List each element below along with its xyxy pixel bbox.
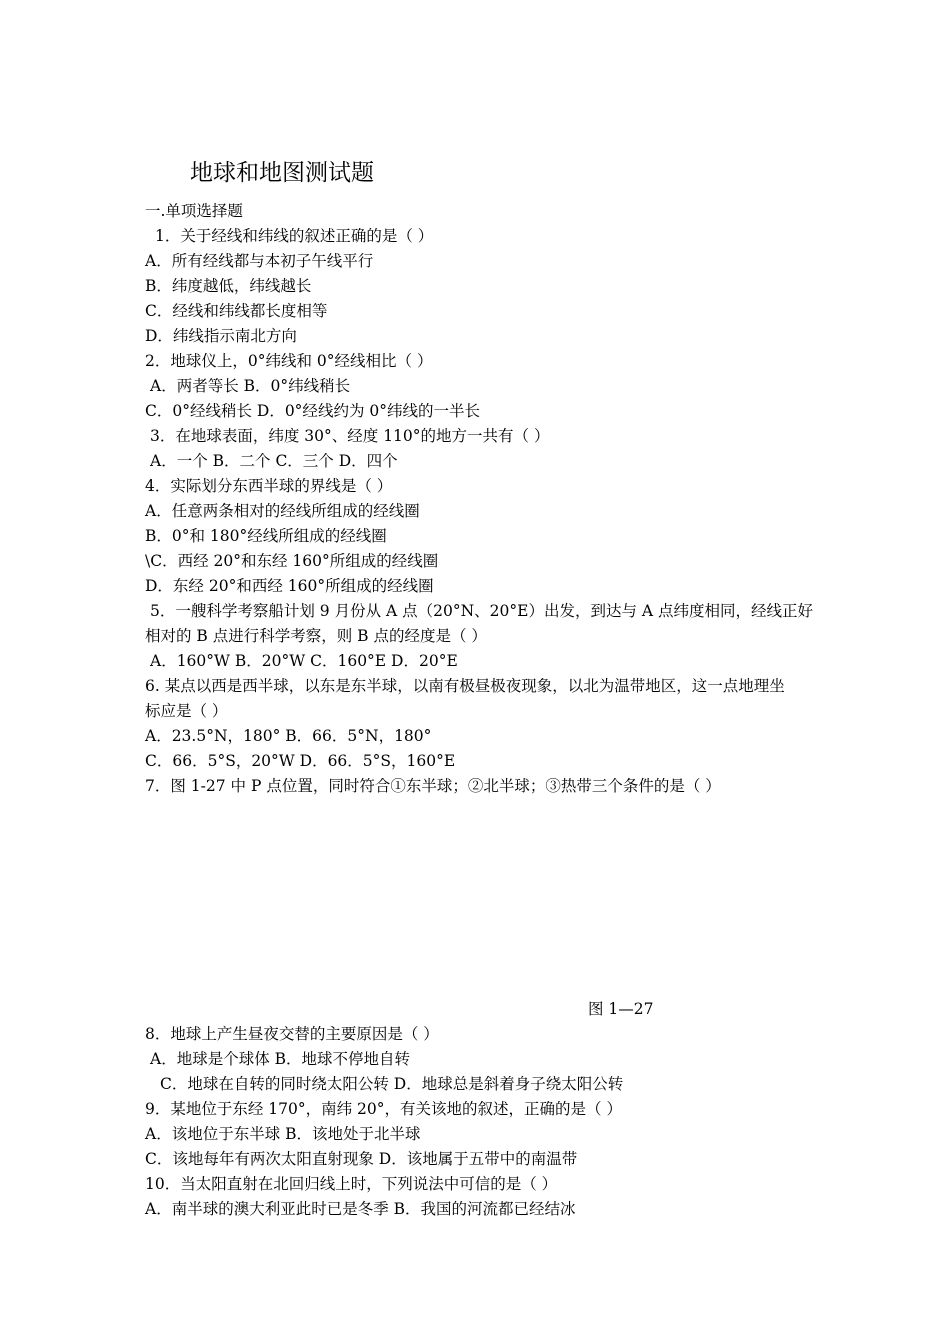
- q1-option-a: A．所有经线都与本初子午线平行: [145, 252, 374, 270]
- q4-option-b: B．0°和 180°经线所组成的经线圈: [145, 527, 387, 545]
- q9-options-cd: C．该地每年有两次太阳直射现象 D．该地属于五带中的南温带: [145, 1150, 578, 1168]
- q1-option-d: D．纬线指示南北方向: [145, 327, 297, 345]
- question-3: 3．在地球表面，纬度 30°、经度 110°的地方一共有（ ）: [150, 427, 550, 445]
- question-5-line-1: 5．一艘科学考察船计划 9 月份从 A 点（20°N、20°E）出发，到达与 A 点纬度相同，经线正好: [150, 602, 813, 620]
- question-5-line-2: 相对的 B 点进行科学考察，则 B 点的经度是（ ）: [145, 627, 487, 645]
- question-10: 10．当太阳直射在北回归线上时，下列说法中可信的是（ ）: [145, 1175, 558, 1193]
- q6-options-cd: C．66．5°S，20°W D．66．5°S，160°E: [145, 752, 456, 770]
- q4-option-c: \C．西经 20°和东经 160°所组成的经线圈: [145, 552, 439, 570]
- q9-options-ab: A．该地位于东半球 B．该地处于北半球: [145, 1125, 421, 1143]
- q4-option-d: D．东经 20°和西经 160°所组成的经线圈: [145, 577, 434, 595]
- q8-options-cd: C．地球在自转的同时绕太阳公转 D．地球总是斜着身子绕太阳公转: [160, 1075, 624, 1093]
- q1-option-c: C．经线和纬线都长度相等: [145, 302, 328, 320]
- q10-options-ab: A．南半球的澳大利亚此时已是冬季 B．我国的河流都已经结冰: [145, 1200, 576, 1218]
- q8-options-ab: A．地球是个球体 B．地球不停地自转: [150, 1050, 411, 1068]
- question-1: 1．关于经线和纬线的叙述正确的是（ ）: [155, 227, 434, 245]
- q1-option-b: B．纬度越低，纬线越长: [145, 277, 312, 295]
- figure-caption: 图 1—27: [588, 1000, 654, 1018]
- q2-options-cd: C．0°经线稍长 D．0°经线约为 0°纬线的一半长: [145, 402, 480, 420]
- question-9: 9．某地位于东经 170°，南纬 20°，有关该地的叙述，正确的是（ ）: [145, 1100, 622, 1118]
- q4-option-a: A．任意两条相对的经线所组成的经线圈: [145, 502, 420, 520]
- q3-options: A．一个 B．二个 C．三个 D．四个: [150, 452, 398, 470]
- q5-options: A．160°W B．20°W C．160°E D．20°E: [150, 652, 458, 670]
- question-7: 7．图 1-27 中 P 点位置，同时符合①东半球；②北半球；③热带三个条件的是（ ）: [145, 777, 721, 795]
- question-8: 8．地球上产生昼夜交替的主要原因是（ ）: [145, 1025, 439, 1043]
- q2-options-ab: A．两者等长 B．0°纬线稍长: [150, 377, 351, 395]
- question-4: 4．实际划分东西半球的界线是（ ）: [145, 477, 393, 495]
- page-title: 地球和地图测试题: [190, 160, 374, 186]
- question-6-line-1: 6. 某点以西是西半球，以东是东半球，以南有极昼极夜现象，以北为温带地区，这一点地理坐: [145, 677, 785, 695]
- question-2: 2．地球仪上，0°纬线和 0°经线相比（ ）: [145, 352, 433, 370]
- question-6-line-2: 标应是（ ）: [145, 702, 228, 720]
- q6-options-ab: A．23.5°N，180° B．66．5°N，180°: [145, 727, 432, 745]
- section-heading: 一.单项选择题: [145, 202, 243, 220]
